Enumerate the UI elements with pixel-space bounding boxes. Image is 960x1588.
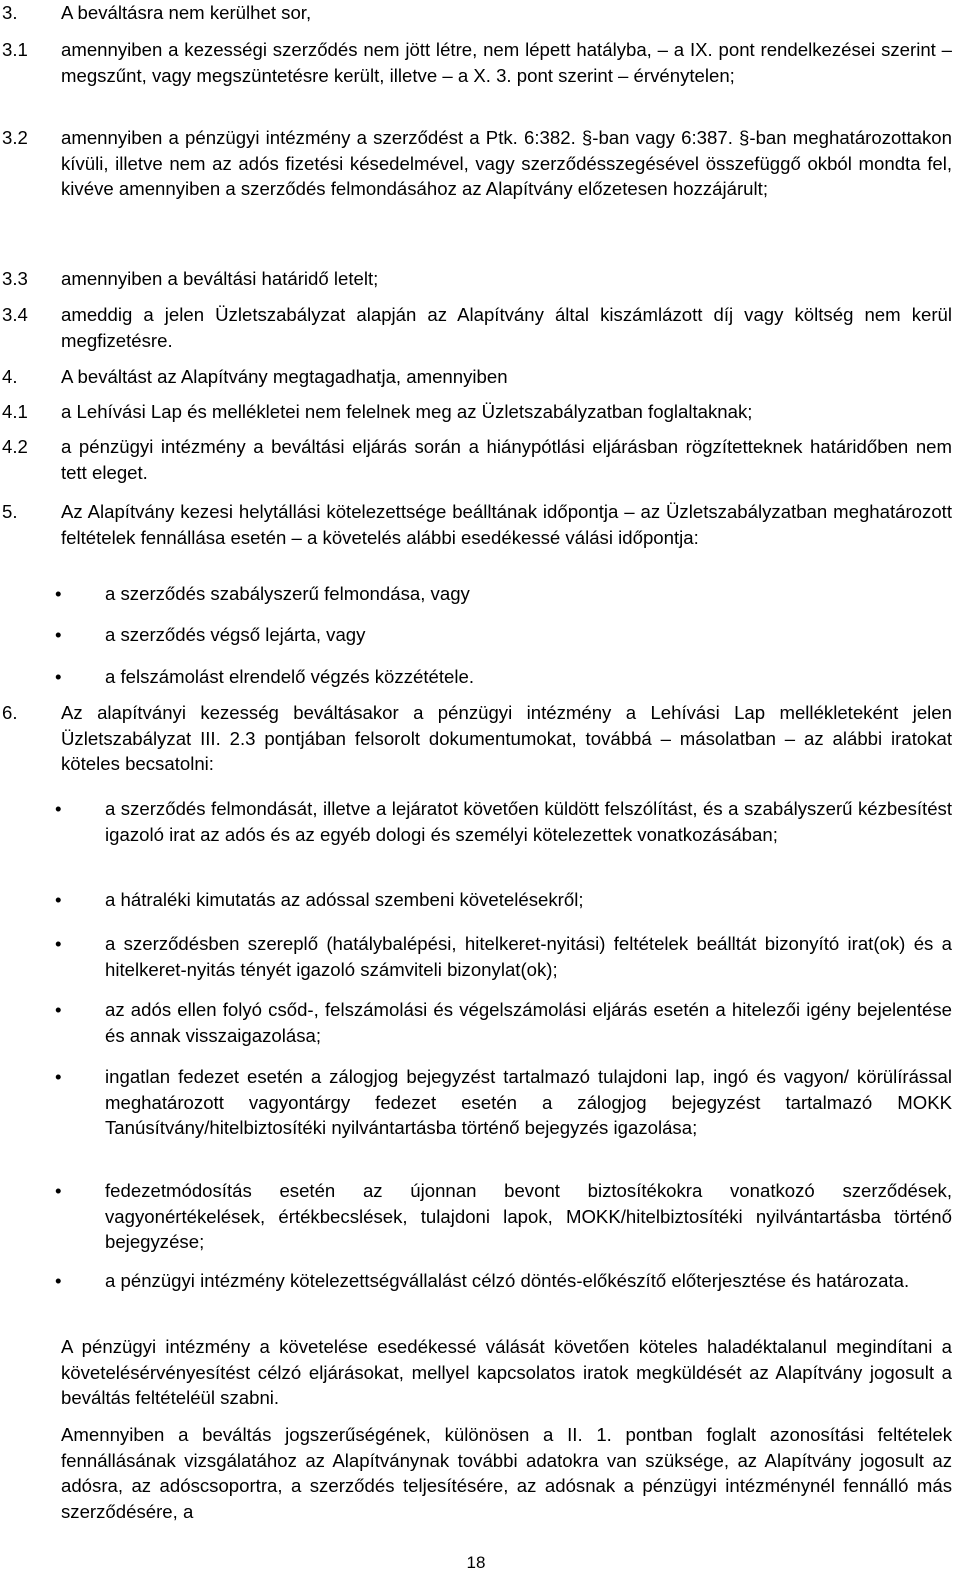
item-text: Az alapítványi kezesség beváltásakor a pénzügyi intézmény a Lehívási Lap mellékleteként jelen Üzletszabályzat III. 2.3 pontjában felsorolt dokumentumokat, továbbá – másolatban – az alábbi iratokat köteles becsatolni: [61, 702, 952, 774]
bullet-text: ingatlan fedezet esetén a zálogjog bejegyzést tartalmazó tulajdoni lap, ingó és vagyon/ körülírással meghatározott vagyontárgy fedezet esetén a zálogjog bejegyzést tartalmazó MOKK Tanúsítvány/hitelbiztosítéki nyilvántartásba történő bejegyzés igazolása; [105, 1066, 952, 1138]
bullet-text: a szerződés szabályszerű felmondása, vagy [105, 583, 470, 604]
item-number: 4. [2, 366, 18, 387]
bullet-text: az adós ellen folyó csőd-, felszámolási és végelszámolási eljárás esetén a hitelezői igény bejelentése és annak visszaigazolása; [105, 999, 952, 1046]
bullet-icon: • [55, 933, 62, 954]
bullet-text: a szerződés végső lejárta, vagy [105, 624, 366, 645]
item-number: 3.3 [2, 268, 28, 289]
item-number: 3.2 [2, 127, 28, 148]
item-number: 4.2 [2, 436, 28, 457]
bullet-text: a szerződésben szereplő (hatálybalépési, hitelkeret-nyitási) feltételek beálltát bizonyító irat(ok) és a hitelkeret-nyitás tényét igazoló számviteli bizonylat(ok); [105, 933, 952, 980]
item-text: a pénzügyi intézmény a beváltási eljárás során a hiánypótlási eljárásban rögzítetteknek határidőben nem tett eleget. [61, 436, 952, 483]
item-text: Az Alapítvány kezesi helytállási kötelezettsége beálltának időpontja – az Üzletszabályzatban meghatározott feltételek fennállása esetén – a követelés alábbi esedékessé válási időpontja: [61, 501, 952, 548]
bullet-icon: • [55, 1180, 62, 1201]
bullet-icon: • [55, 798, 62, 819]
item-text: A beváltásra nem kerülhet sor, [61, 2, 312, 23]
item-text: a Lehívási Lap és mellékletei nem felelnek meg az Üzletszabályzatban foglaltaknak; [61, 401, 753, 422]
bullet-icon: • [55, 583, 62, 604]
bullet-text: a szerződés felmondását, illetve a lejáratot követően küldött felszólítást, és a szabályszerű kézbesítést igazoló irat az adós és az egyéb dologi és személyi kötelezettek vonatkozásában; [105, 798, 952, 845]
bullet-icon: • [55, 1270, 62, 1291]
item-text: A beváltást az Alapítvány megtagadhatja, amennyiben [61, 366, 508, 387]
paragraph: A pénzügyi intézmény a követelése esedékessé válását követően köteles haladéktalanul megindítani a követelésérvényesítést célzó eljárásokat, mellyel kapcsolatos iratok megküldését az Alapítvány jogosult a beváltás feltételéül szabni. [61, 1336, 952, 1408]
item-text: amennyiben a pénzügyi intézmény a szerződést a Ptk. 6:382. §-ban vagy 6:387. §-ban meghatározottakon kívüli, illetve nem az adós fizetési késedelmével, vagy szerződésszegésével összefüggő okból mondta fel, kivéve amennyiben a szerződés felmondásához az Alapítvány előzetesen hozzájárult; [61, 127, 952, 199]
item-number: 3.1 [2, 39, 28, 60]
bullet-text: a pénzügyi intézmény kötelezettségvállalást célzó döntés-előkészítő előterjesztése és határozata. [105, 1270, 910, 1291]
page-number: 18 [466, 1553, 486, 1572]
bullet-icon: • [55, 666, 62, 687]
bullet-text: a felszámolást elrendelő végzés közzététele. [105, 666, 474, 687]
paragraph: Amennyiben a beváltás jogszerűségének, különösen a II. 1. pontban foglalt azonosítási feltételek fennállásának vizsgálatához az Alapítványnak további adatokra van szüksége, az Alapítvány jogosult az adósra, az adóscsoportra, a szerződés teljesítésére, az adósnak a pénzügyi intézménynél fennálló más szerződésére, a [61, 1424, 952, 1522]
bullet-icon: • [55, 889, 62, 910]
bullet-icon: • [55, 999, 62, 1020]
bullet-icon: • [55, 1066, 62, 1087]
item-number: 4.1 [2, 401, 28, 422]
item-text: amennyiben a beváltási határidő letelt; [61, 268, 379, 289]
item-text: amennyiben a kezességi szerződés nem jött létre, nem lépett hatályba, – a IX. pont rendelkezései szerint – megszűnt, vagy megszüntetésre került, illetve – a X. 3. pont szerint – érvénytelen; [61, 39, 952, 86]
item-number: 3. [2, 2, 18, 23]
bullet-icon: • [55, 624, 62, 645]
item-number: 5. [2, 501, 18, 522]
bullet-text: fedezetmódosítás esetén az újonnan bevont biztosítékokra vonatkozó szerződések, vagyonértékelések, értékbecslések, tulajdoni lapok, MOKK/hitelbiztosítéki nyilvántartásba történő bejegyzése; [105, 1180, 952, 1252]
bullet-text: a hátraléki kimutatás az adóssal szembeni követelésekről; [105, 889, 584, 910]
item-text: ameddig a jelen Üzletszabályzat alapján az Alapítvány által kiszámlázott díj vagy költség nem kerül megfizetésre. [61, 304, 952, 351]
item-number: 6. [2, 702, 18, 723]
item-number: 3.4 [2, 304, 28, 325]
